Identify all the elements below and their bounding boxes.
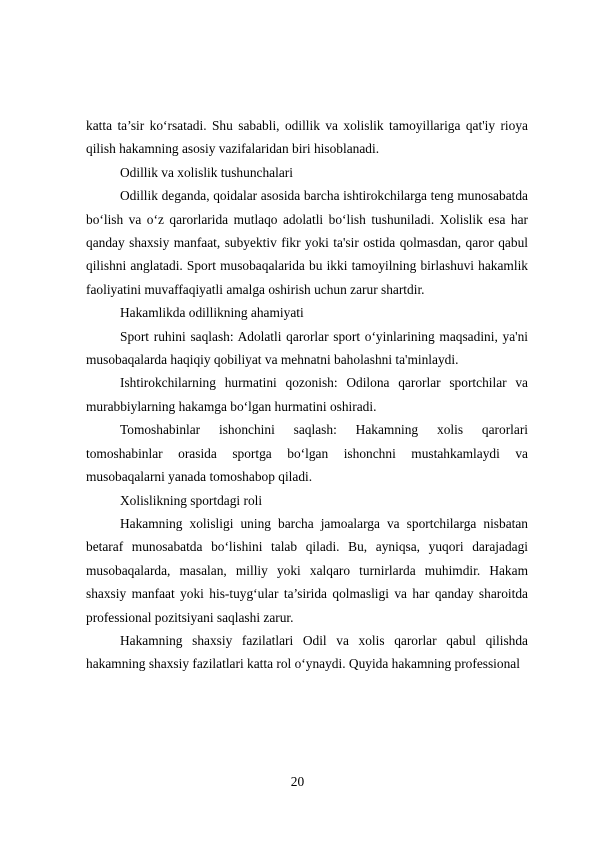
page-number: 20 xyxy=(290,774,305,789)
page-body xyxy=(86,114,528,676)
paragraph-shaxsiy-fazilatlar: Hakamning shaxsiy fazilatlari Odil va xolis qarorlar qabul qilishda hakamning shaxsiy fazilatlari katta rol o‘ynaydi. Quyida hakamning professional xyxy=(86,632,528,672)
section-heading-odillik-xolislik: Odillik va xolislik tushunchalari xyxy=(120,164,293,180)
section-heading-odillik-ahamiyati: Hakamlikda odillikning ahamiyati xyxy=(120,305,304,321)
section-heading-xolislik-roli: Xolislikning sportdagi roli xyxy=(120,492,263,508)
paragraph-xolislik: Hakamning xolisligi uning barcha jamoalarga va sportchilarga nisbatan betaraf munosabatda bo‘lishini talab qiladi. Bu, ayniqsa, yuqori darajadagi musobaqalarda, masalan, milliy yoki xalqaro turnirlarda muhimdir. Hakam shaxsiy manfaat yoki his-tuyg‘ular ta’sirida qolmasligi va har qanday sharoitda professional pozitsiyani saqlashi zarur. xyxy=(86,515,528,625)
paragraph-hurmat: Ishtirokchilarning hurmatini qozonish: Odilona qarorlar sportchilar va murabbiylarning hakamga bo‘lgan hurmatini oshiradi. xyxy=(86,375,528,414)
paragraph-intro-continuation: katta ta’sir ko‘rsatadi. Shu sababli, odillik va xolislik tamoyillariga qat'iy rioya qilish hakamning asosiy vazifalaridan biri hisoblanadi. xyxy=(86,118,528,157)
paragraph-odillik-definition: Odillik deganda, qoidalar asosida barcha ishtirokchilarga teng munosabatda bo‘lish va o‘z qarorlarida mutlaqo adolatli bo‘lish tushuniladi. Xolislik esa har qanday shaxsiy manfaat, subyektiv fikr yoki ta'sir ostida qolmasdan, qaror qabul qilishni anglatadi. Sport musobaqalarida bu ikki tamoyilning birlashuvi hakamlik faoliyatini muvaffaqiyatli amalga oshirish uchun zarur shartdir. xyxy=(86,188,528,297)
paragraph-sport-ruhi: Sport ruhini saqlash: Adolatli qarorlar sport o‘yinlarining maqsadini, ya'ni musobaqalarda haqiqiy qobiliyat va mehnatni baholashni ta'minlaydi. xyxy=(86,328,528,368)
paragraph-tomoshabin-ishonchi: Tomoshabinlar ishonchini saqlash: Hakamning xolis qarorlari tomoshabinlar orasida sportga bo‘lgan ishonchni mustahkamlaydi va musobaqalarni yanada tomoshabop qiladi. xyxy=(86,422,528,485)
